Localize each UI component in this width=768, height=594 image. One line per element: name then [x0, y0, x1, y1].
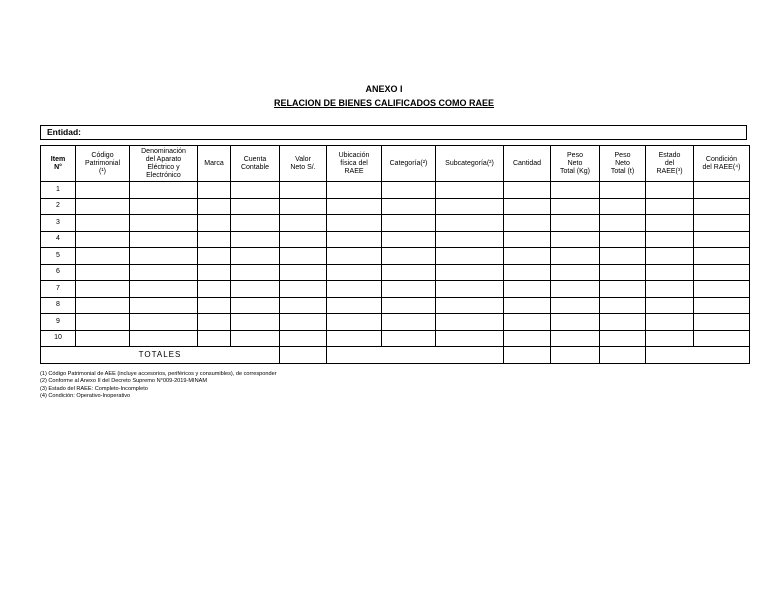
column-header: Ubicación física del RAEE: [327, 146, 382, 182]
table-cell[interactable]: [551, 231, 600, 248]
table-cell[interactable]: [551, 198, 600, 215]
table-cell[interactable]: [231, 297, 280, 314]
table-row: [41, 264, 750, 281]
table-cell[interactable]: [231, 264, 280, 281]
table-cell[interactable]: [76, 330, 130, 347]
totals-blank-cell: [327, 347, 504, 364]
table-cell[interactable]: [76, 198, 130, 215]
table-row: [41, 248, 750, 265]
table-cell[interactable]: [694, 314, 750, 331]
table-cell[interactable]: [600, 281, 646, 298]
column-header: Item N°: [41, 146, 76, 182]
table-cell[interactable]: [327, 264, 382, 281]
table-cell[interactable]: [382, 248, 436, 265]
table-cell[interactable]: [646, 297, 694, 314]
column-header: Valor Neto S/.: [280, 146, 327, 182]
table-cell[interactable]: [600, 215, 646, 232]
table-cell[interactable]: [551, 330, 600, 347]
table-cell[interactable]: [504, 330, 551, 347]
table-cell[interactable]: [198, 198, 231, 215]
table-cell[interactable]: [694, 248, 750, 265]
table-cell[interactable]: [600, 182, 646, 199]
table-cell[interactable]: [551, 182, 600, 199]
table-cell[interactable]: [436, 198, 504, 215]
table-cell[interactable]: [130, 198, 198, 215]
table-cell[interactable]: [130, 330, 198, 347]
table-cell[interactable]: [600, 314, 646, 331]
table-cell[interactable]: [504, 281, 551, 298]
table-cell[interactable]: [280, 281, 327, 298]
table-cell[interactable]: [551, 281, 600, 298]
row-number: 3: [41, 215, 76, 232]
table-cell[interactable]: [646, 248, 694, 265]
table-cell[interactable]: [600, 248, 646, 265]
column-header: Categoría(²): [382, 146, 436, 182]
table-cell[interactable]: [76, 248, 130, 265]
column-header: Peso Neto Total (t): [600, 146, 646, 182]
row-number: 7: [41, 281, 76, 298]
table-cell[interactable]: [130, 248, 198, 265]
table-cell[interactable]: [198, 215, 231, 232]
row-number: 5: [41, 248, 76, 265]
table-row: [41, 198, 750, 215]
footnote: (4) Condición: Operativo-Inoperativo: [40, 392, 131, 399]
table-row: [41, 314, 750, 331]
table-cell[interactable]: [198, 314, 231, 331]
table-cell[interactable]: [551, 215, 600, 232]
table-cell[interactable]: [436, 264, 504, 281]
table-cell[interactable]: [280, 297, 327, 314]
row-number: 10: [41, 330, 76, 347]
table-cell[interactable]: [382, 297, 436, 314]
table-cell[interactable]: [327, 231, 382, 248]
table-cell[interactable]: [504, 248, 551, 265]
table-cell[interactable]: [694, 215, 750, 232]
table-cell[interactable]: [76, 231, 130, 248]
table-cell[interactable]: [646, 330, 694, 347]
totals-valor-cell[interactable]: [280, 347, 327, 364]
table-row: [41, 231, 750, 248]
table-cell[interactable]: [280, 215, 327, 232]
footnote: (1) Código Patrimonial de AEE (incluye accesorios, periféricos y consumibles), de corresponder: [40, 371, 277, 377]
table-cell[interactable]: [646, 281, 694, 298]
table-cell[interactable]: [551, 314, 600, 331]
table-cell[interactable]: [130, 281, 198, 298]
footnote: (2) Conforme al Anexo II del Decreto Supremo N°009-2019-MINAM: [40, 378, 208, 385]
table-cell[interactable]: [646, 314, 694, 331]
table-cell[interactable]: [76, 297, 130, 314]
table-cell[interactable]: [280, 231, 327, 248]
table-cell[interactable]: [551, 248, 600, 265]
table-cell[interactable]: [198, 248, 231, 265]
footnote: (3) Estado del RAEE: Completo-Incompleto: [40, 385, 148, 392]
table-cell[interactable]: [436, 330, 504, 347]
table-cell[interactable]: [130, 264, 198, 281]
column-header: Cantidad: [504, 146, 551, 182]
column-header: Denominación del Aparato Eléctrico y Electrónico: [130, 146, 198, 182]
table-cell[interactable]: [130, 182, 198, 199]
column-header: Cuenta Contable: [231, 146, 280, 182]
table-cell[interactable]: [436, 231, 504, 248]
column-header: Estado del RAEE(³): [646, 146, 694, 182]
table-cell[interactable]: [76, 182, 130, 199]
table-cell[interactable]: [280, 264, 327, 281]
table-cell[interactable]: [436, 215, 504, 232]
table-cell[interactable]: [504, 198, 551, 215]
table-cell[interactable]: [231, 248, 280, 265]
table-cell[interactable]: [327, 330, 382, 347]
table-cell[interactable]: [646, 231, 694, 248]
table-cell[interactable]: [504, 215, 551, 232]
document-title: RELACION DE BIENES CALIFICADOS COMO RAEE: [273, 98, 494, 108]
table-row: [41, 182, 750, 199]
row-number: 9: [41, 314, 76, 331]
table-cell[interactable]: [280, 314, 327, 331]
totals-peso-kg-cell[interactable]: [551, 347, 600, 364]
table-cell[interactable]: [382, 215, 436, 232]
table-cell[interactable]: [198, 281, 231, 298]
table-cell[interactable]: [327, 314, 382, 331]
column-header: Marca: [198, 146, 231, 182]
table-cell[interactable]: [198, 330, 231, 347]
totals-row: [41, 347, 750, 364]
table-cell[interactable]: [646, 198, 694, 215]
table-row: [41, 297, 750, 314]
table-cell[interactable]: [600, 297, 646, 314]
table-cell[interactable]: [436, 297, 504, 314]
table-cell[interactable]: [198, 264, 231, 281]
row-number: 6: [41, 264, 76, 281]
footnotes: [40, 371, 277, 400]
row-number: 8: [41, 297, 76, 314]
table-cell[interactable]: [504, 297, 551, 314]
table-cell[interactable]: [130, 231, 198, 248]
table-cell[interactable]: [130, 215, 198, 232]
table-cell[interactable]: [327, 248, 382, 265]
table-cell[interactable]: [551, 264, 600, 281]
table-cell[interactable]: [694, 297, 750, 314]
table-cell[interactable]: [694, 182, 750, 199]
table-row: [41, 215, 750, 232]
table-cell[interactable]: [382, 264, 436, 281]
column-header: Subcategoría(²): [436, 146, 504, 182]
table-cell[interactable]: [382, 330, 436, 347]
table-cell[interactable]: [280, 182, 327, 199]
table-cell[interactable]: [327, 297, 382, 314]
table-cell[interactable]: [327, 182, 382, 199]
table-cell[interactable]: [231, 215, 280, 232]
table-cell[interactable]: [504, 182, 551, 199]
table-cell[interactable]: [436, 314, 504, 331]
table-cell[interactable]: [551, 297, 600, 314]
table-cell[interactable]: [130, 314, 198, 331]
row-number: 2: [41, 198, 76, 215]
annex-label: ANEXO I: [365, 84, 403, 94]
table-cell[interactable]: [231, 182, 280, 199]
table-cell[interactable]: [600, 198, 646, 215]
table-cell[interactable]: [231, 281, 280, 298]
column-header: Condición del RAEE(⁴): [694, 146, 750, 182]
table-cell[interactable]: [382, 231, 436, 248]
raee-table: [40, 145, 750, 364]
table-cell[interactable]: [646, 264, 694, 281]
table-cell[interactable]: [646, 182, 694, 199]
table-row: [41, 281, 750, 298]
totals-peso-t-cell[interactable]: [600, 347, 646, 364]
table-cell[interactable]: [198, 297, 231, 314]
table-cell[interactable]: [76, 314, 130, 331]
totals-blank-cell-end: [646, 347, 750, 364]
table-cell[interactable]: [694, 330, 750, 347]
table-cell[interactable]: [694, 198, 750, 215]
table-cell[interactable]: [694, 281, 750, 298]
table-cell[interactable]: [327, 215, 382, 232]
table-cell[interactable]: [76, 215, 130, 232]
table-cell[interactable]: [382, 182, 436, 199]
table-cell[interactable]: [504, 231, 551, 248]
table-cell[interactable]: [436, 281, 504, 298]
table-cell[interactable]: [231, 231, 280, 248]
table-cell[interactable]: [504, 264, 551, 281]
column-header: Código Patrimonial (¹): [76, 146, 130, 182]
table-cell[interactable]: [694, 264, 750, 281]
table-cell[interactable]: [694, 231, 750, 248]
table-cell[interactable]: [198, 182, 231, 199]
table-cell[interactable]: [436, 248, 504, 265]
table-cell[interactable]: [504, 314, 551, 331]
table-cell[interactable]: [600, 231, 646, 248]
entity-label: Entidad:: [47, 127, 81, 137]
table-cell[interactable]: [436, 182, 504, 199]
table-row: [41, 330, 750, 347]
table-cell[interactable]: [600, 264, 646, 281]
table-cell[interactable]: [231, 314, 280, 331]
table-cell[interactable]: [382, 198, 436, 215]
table-cell[interactable]: [231, 330, 280, 347]
table-cell[interactable]: [327, 281, 382, 298]
row-number: 1: [41, 182, 76, 199]
entity-field[interactable]: [40, 125, 747, 140]
table-cell[interactable]: [280, 330, 327, 347]
table-cell[interactable]: [600, 330, 646, 347]
row-number: 4: [41, 231, 76, 248]
table-cell[interactable]: [382, 281, 436, 298]
table-cell[interactable]: [280, 198, 327, 215]
table-cell[interactable]: [130, 297, 198, 314]
table-cell[interactable]: [76, 264, 130, 281]
table-header-row: [41, 146, 750, 182]
table-cell[interactable]: [382, 314, 436, 331]
table-cell[interactable]: [280, 248, 327, 265]
table-cell[interactable]: [646, 215, 694, 232]
column-header: Peso Neto Total (Kg): [551, 146, 600, 182]
table-cell[interactable]: [231, 198, 280, 215]
table-cell[interactable]: [198, 231, 231, 248]
totals-label: TOTALES: [41, 347, 280, 364]
table-cell[interactable]: [327, 198, 382, 215]
table-cell[interactable]: [76, 281, 130, 298]
totals-cantidad-cell[interactable]: [504, 347, 551, 364]
